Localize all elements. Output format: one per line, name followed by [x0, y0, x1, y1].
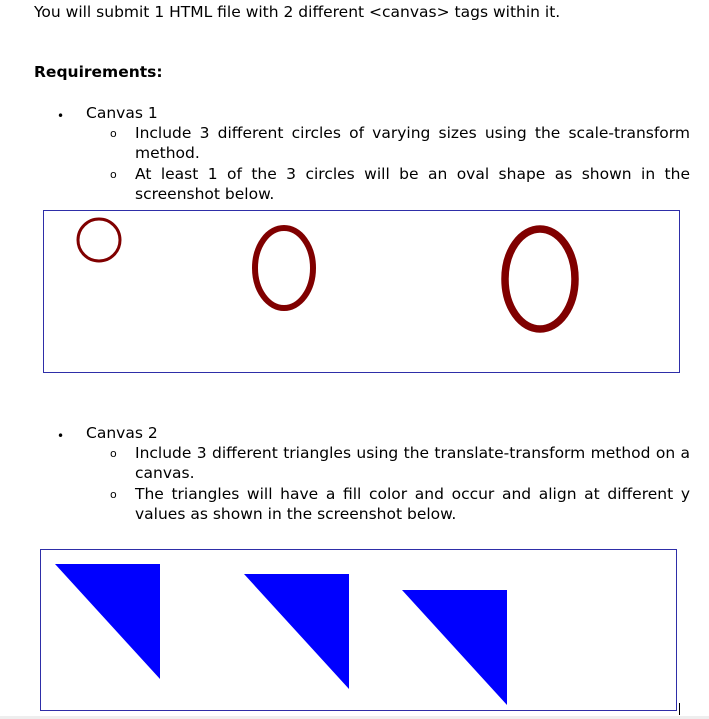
canvas2-label: Canvas 2 [86, 424, 158, 442]
bullet-marker: • [57, 429, 65, 443]
medium-oval [255, 228, 313, 308]
canvas1-label: Canvas 1 [86, 104, 158, 122]
sub-bullet-marker: o [110, 127, 117, 140]
circles-canvas [43, 210, 680, 373]
sub-bullet-marker: o [110, 168, 117, 181]
canvas1-point-2: At least 1 of the 3 circles will be an oval shape as shown in the screenshot below. [135, 165, 690, 203]
canvas2-point-2: The triangles will have a fill color and occur and align at different y values as shown in the screenshot below. [135, 485, 690, 523]
text-cursor [679, 703, 680, 715]
large-oval [505, 229, 575, 329]
sub-bullet-marker: o [110, 488, 117, 501]
canvas2-point-1: Include 3 different triangles using the translate-transform method on a canvas. [135, 444, 690, 482]
small-circle [78, 219, 120, 261]
triangle-2 [244, 574, 349, 689]
triangle-1 [55, 564, 160, 679]
canvas1-point-1: Include 3 different circles of varying sizes using the scale-transform method. [135, 124, 690, 162]
triangles-canvas [40, 549, 677, 711]
triangle-3 [402, 590, 507, 705]
intro-text: You will submit 1 HTML file with 2 different <canvas> tags within it. [34, 3, 561, 21]
requirements-heading: Requirements: [34, 63, 163, 81]
bullet-marker: • [57, 109, 65, 123]
sub-bullet-marker: o [110, 447, 117, 460]
